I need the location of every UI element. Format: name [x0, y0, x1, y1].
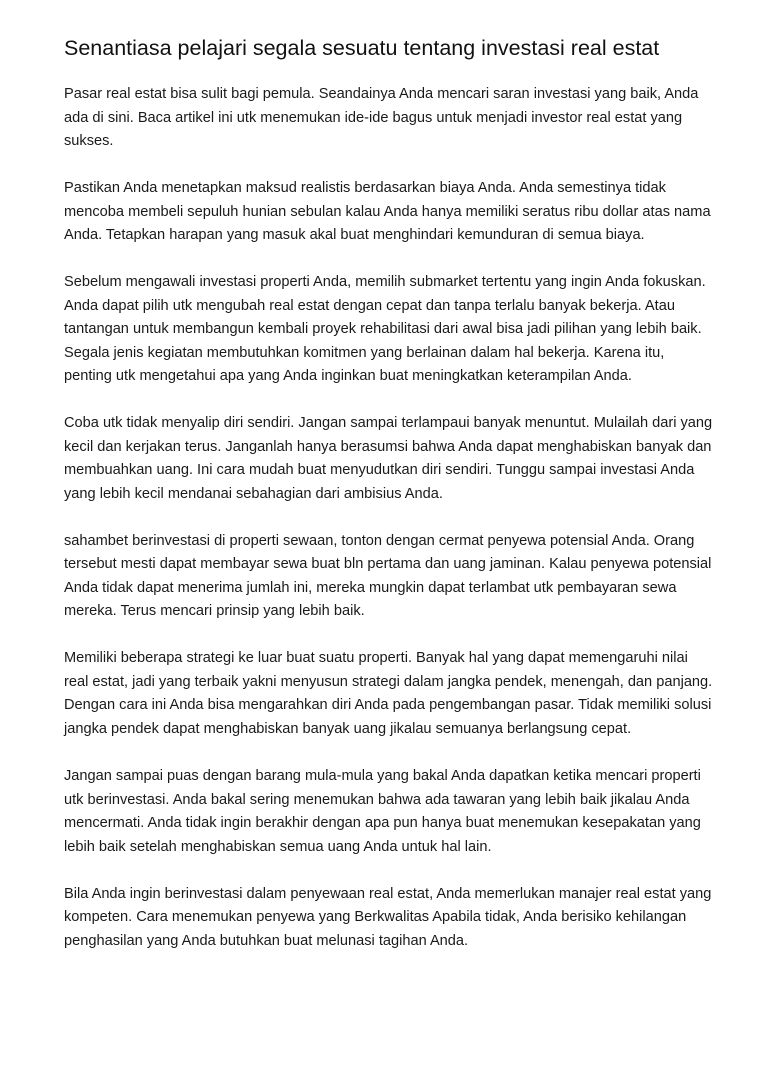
paragraph: Sebelum mengawali investasi properti Anda, memilih submarket tertentu yang ingin Anda fokuskan. Anda dapat pilih utk mengubah real estat dengan cepat dan tanpa terlalu banyak bekerja. Atau tantangan untuk membangun kembali proyek rehabilitasi dari awal bisa jadi pilihan yang lebih baik. Segala jenis kegiatan membutuhkan komitmen yang berlainan dalam hal bekerja. Karena itu, penting utk mengetahui apa yang Anda inginkan buat meningkatkan keterampilan Anda.	[64, 274, 706, 385]
document-title: Senantiasa pelajari segala sesuatu tentang investasi real estat	[64, 36, 660, 60]
paragraph: Pastikan Anda menetapkan maksud realistis berdasarkan biaya Anda. Anda semestinya tidak mencoba membeli sepuluh hunian sebulan kalau Anda hanya memiliki seratus ribu dollar atas nama Anda. Tetapkan harapan yang masuk akal buat menghindari kemunduran di semua biaya.	[64, 180, 711, 244]
paragraph: Coba utk tidak menyalip diri sendiri. Jangan sampai terlampaui banyak menuntut. Mulailah dari yang kecil dan kerjakan terus. Janganlah hanya berasumsi bahwa Anda dapat menghabiskan banyak dan membuahkan uang. Ini cara mudah buat menyudutkan diri sendiri. Tunggu sampai investasi Anda yang lebih kecil mendanai sebahagian dari ambisius Anda.	[64, 415, 713, 502]
paragraph: Pasar real estat bisa sulit bagi pemula. Seandainya Anda mencari saran investasi yang baik, Anda ada di sini. Baca artikel ini utk menemukan ide-ide bagus untuk menjadi investor real estat yang sukses.	[64, 86, 699, 149]
document-page	[64, 36, 714, 977]
paragraph: Jangan sampai puas dengan barang mula-mula yang bakal Anda dapatkan ketika mencari properti utk berinvestasi. Anda bakal sering menemukan bahwa ada tawaran yang lebih baik jikalau Anda mencermati. Anda tidak ingin berakhir dengan apa pun hanya buat menemukan kesepakatan yang lebih baik setelah menghabiskan semua uang Anda untuk hal lain.	[64, 768, 701, 855]
paragraph: Memiliki beberapa strategi ke luar buat suatu properti. Banyak hal yang dapat memengaruhi nilai real estat, jadi yang terbaik yakni menyusun strategi dalam jangka pendek, menengah, dan panjang. Dengan cara ini Anda bisa mengarahkan diri Anda pada pengembangan pasar. Tidak memiliki solusi jangka pendek dapat menghabiskan banyak uang jikalau semuanya berlangsung cepat.	[64, 650, 713, 737]
paragraph: Bila Anda ingin berinvestasi dalam penyewaan real estat, Anda memerlukan manajer real estat yang kompeten. Cara menemukan penyewa yang Berkwalitas Apabila tidak, Anda berisiko kehilangan penghasilan yang Anda butuhkan buat melunasi tagihan Anda.	[64, 885, 712, 949]
paragraph: sahambet berinvestasi di properti sewaan, tonton dengan cermat penyewa potensial Anda. Orang tersebut mesti dapat membayar sewa buat bln pertama dan uang jaminan. Kalau penyewa potensial Anda tidak dapat menerima jumlah ini, mereka mungkin dapat terlambat utk pembayaran sewa mereka. Terus mencari prinsip yang lebih baik.	[64, 532, 712, 620]
